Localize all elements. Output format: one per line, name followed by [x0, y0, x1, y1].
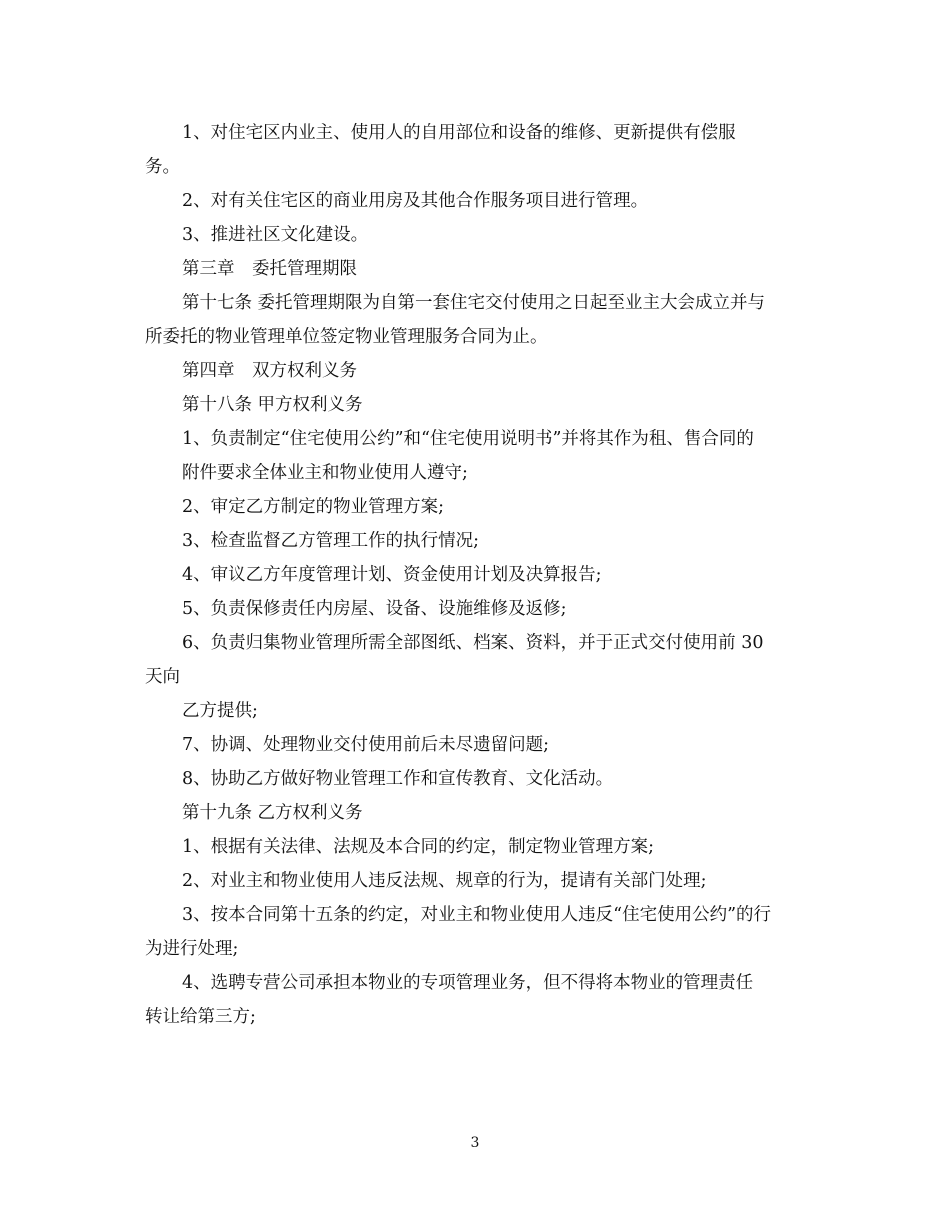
text-line: 务。: [145, 157, 180, 177]
text-line: 转让给第三方;: [145, 1007, 256, 1027]
text-line: 天向: [145, 667, 180, 687]
text-line: 乙方提供;: [182, 701, 258, 721]
text-line: 1、对住宅区内业主、使用人的自用部位和设备的维修、更新提供有偿服: [182, 123, 736, 143]
text-line: 6、负责归集物业管理所需全部图纸、档案、资料，并于正式交付使用前 30: [182, 633, 764, 653]
text-line: 所委托的物业管理单位签定物业管理服务合同为止。: [145, 327, 548, 347]
text-line: 为进行处理;: [145, 939, 239, 959]
text-line: 1、负责制定“住宅使用公约”和“住宅使用说明书”并将其作为租、售合同的: [182, 429, 754, 449]
text-line: 2、对有关住宅区的商业用房及其他合作服务项目进行管理。: [182, 191, 649, 211]
text-line: 3、推进社区文化建设。: [182, 225, 369, 245]
text-line: 3、按本合同第十五条的约定，对业主和物业使用人违反“住宅使用公约”的行: [182, 905, 772, 925]
text-line: 4、选聘专营公司承担本物业的专项管理业务，但不得将本物业的管理责任: [182, 973, 754, 993]
text-line: 第三章 委托管理期限: [182, 259, 357, 279]
text-line: 第十八条 甲方权利义务: [182, 395, 363, 415]
text-line: 3、检查监督乙方管理工作的执行情况;: [182, 531, 480, 551]
text-line: 附件要求全体业主和物业使用人遵守;: [182, 463, 468, 483]
page-number: 3: [470, 1135, 480, 1151]
text-line: 4、审议乙方年度管理计划、资金使用计划及决算报告;: [182, 565, 602, 585]
text-line: 2、审定乙方制定的物业管理方案;: [182, 497, 445, 517]
text-line: 8、协助乙方做好物业管理工作和宣传教育、文化活动。: [182, 769, 614, 789]
text-line: 2、对业主和物业使用人违反法规、规章的行为，提请有关部门处理;: [182, 871, 707, 891]
text-line: 第十七条 委托管理期限为自第一套住宅交付使用之日起至业主大会成立并与: [182, 293, 766, 313]
text-line: 7、协调、处理物业交付使用前后未尽遗留问题;: [182, 735, 550, 755]
text-line: 1、根据有关法律、法规及本合同的约定，制定物业管理方案;: [182, 837, 655, 857]
text-line: 5、负责保修责任内房屋、设备、设施维修及返修;: [182, 599, 567, 619]
text-line: 第四章 双方权利义务: [182, 361, 357, 381]
document-body: [145, 116, 805, 1034]
text-line: 第十九条 乙方权利义务: [182, 803, 363, 823]
